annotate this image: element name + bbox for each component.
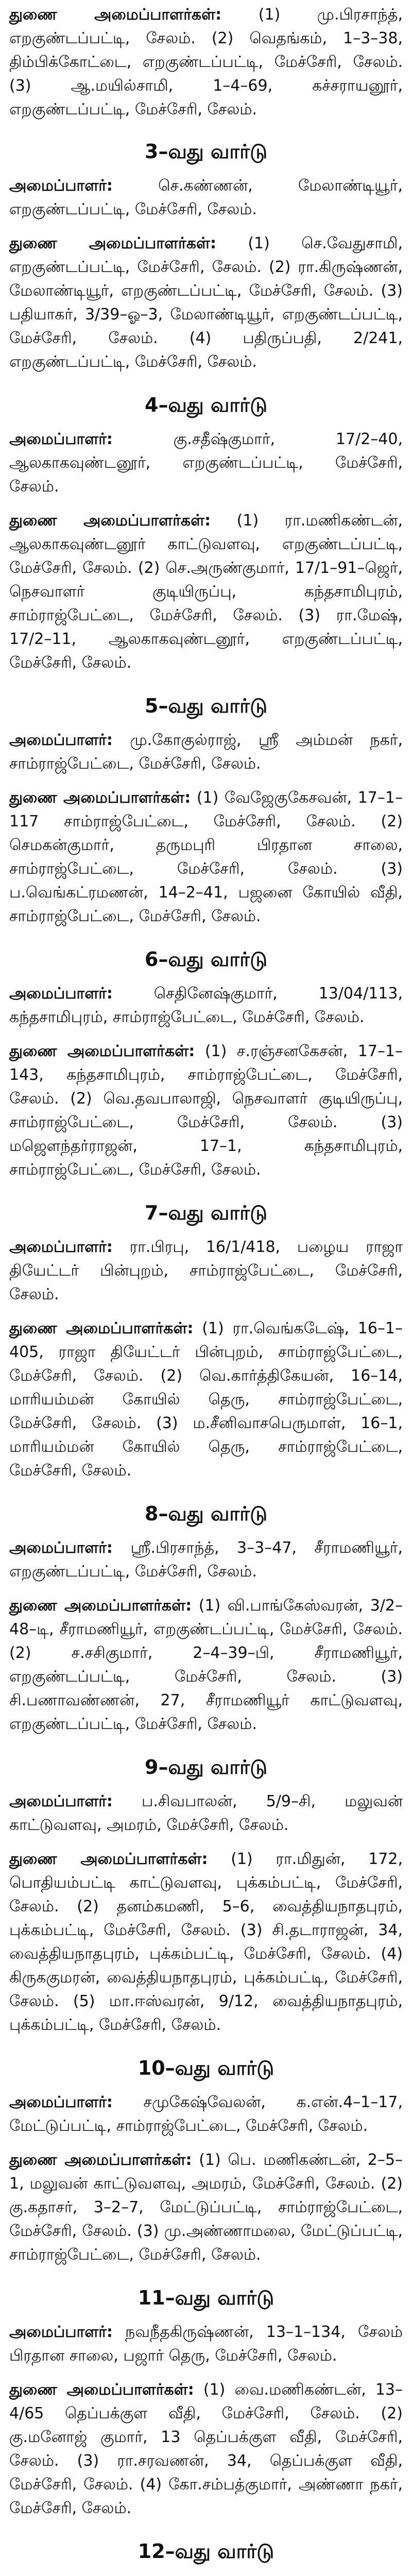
paragraph-label: அமைப்பாளர்: xyxy=(9,2093,113,2111)
ward-paragraph xyxy=(9,982,403,1029)
paragraph-text: ஸ்ரீ.பிரசாந்த், 3–3–47, சீராமணியூர், எறகுண்டப்பட்டி, மேச்சேரி, சேலம். xyxy=(9,1539,403,1581)
ward-section xyxy=(9,1748,403,2037)
paragraph-text: (1) ச.ரஞ்சனகேசன், 17–1–143, கந்தசாமிபுரம், சாம்ராஜ்பேட்டை, மேச்சேரி, சேலம். (2) வெ.தவபாலாஜி, நெசவாளர் குடியிருப்பு, சாம்ராஜ்பேட்டை, மேச்சேரி, சேலம். (3) மஜெளந்தர்ராஜன், 17–1, கந்தசாமிபுரம், சாம்ராஜ்பேட்டை, மேச்சேரி, சேலம். xyxy=(9,1042,403,1179)
paragraph-label: துணை அமைப்பாளர்கள்: xyxy=(9,1597,192,1615)
ward-paragraph xyxy=(9,509,403,675)
paragraph-text: (1) பெ. மணிகண்டன், 2–5–1, மலுவன் காட்டுவளவு, அமரம், மேச்சேரி, சேலம். (2) கு.கதாசர், 3–2–7, மேட்டுப்பட்டி, சாம்ராஜ்பேட்டை, மேச்சேரி, சேலம். (3) மு.அண்ணாமலை, மேட்டுப்பட்டி, சாம்ராஜ்பேட்டை, மேச்சேரி, சேலம். xyxy=(9,2151,403,2264)
paragraph-text: (1) ரா.வெங்கடேஷ், 16–1–405, ராஜா தியேட்டர் பின்புறம், சாம்ராஜ்பேட்டை, மேச்சேரி, சேலம். (2) வெ.கார்த்திகேயன், 16–14, மாரியம்மன் கோயில் தெரு, சாம்ராஜ்பேட்டை, மேச்சேரி, சேலம். (3) ம.சீனிவாசபெருமாள், 16–1, மாரியம்மன் கோயில் தெரு, சாம்ராஜ்பேட்டை, மேச்சேரி, சேலம். xyxy=(9,1319,403,1480)
ward-section xyxy=(9,385,403,675)
paragraph-label: அமைப்பாளர்: xyxy=(9,430,113,448)
paragraph-text: செதினேஷ்குமார், 13/04/113, கந்தசாமிபுரம், சாம்ராஜ்பேட்டை, மேச்சேரி, சேலம். xyxy=(9,985,403,1026)
ward-paragraph xyxy=(9,728,403,776)
ward-paragraph xyxy=(9,2320,403,2368)
paragraph-text: சமுகேஷ்வேலன், க.என்.4–1–17, மேட்டுப்பட்டி, சாம்ராஜ்பேட்டை, மேச்சேரி, சேலம். xyxy=(9,2093,403,2135)
paragraph-label: அமைப்பாளர்: xyxy=(9,177,113,195)
ward-title: 3–வது வார்டு xyxy=(145,140,267,163)
ward-paragraph xyxy=(9,428,403,499)
ward-title: 9–வது வார்டு xyxy=(145,1756,267,1778)
paragraph-text: (1) ரா.மணிகண்டன், ஆலகாகவுண்டனூர் காட்டுவளவு, எறகுண்டப்பட்டி, மேச்சேரி, சேலம். (2) செ.அருண்குமார், 17/1–91–ஜெர், நெசவாளர் குடியிருப்பு, கந்தசாமிபுரம், சாம்ராஜ்பேட்டை, மேச்சேரி, சேலம். (3) ரா.மேஷ், 17/2–11, ஆலகாகவுண்டனூர், எறகுண்டப்பட்டி, மேச்சேரி, சேலம். xyxy=(9,512,403,672)
ward-paragraph xyxy=(9,2091,403,2138)
paragraph-label: அமைப்பாளர்: xyxy=(9,1238,113,1256)
paragraph-label: அமைப்பாளர்: xyxy=(9,1792,113,1810)
ward-section xyxy=(9,940,403,1182)
ward-title: 6–வது வார்டு xyxy=(145,948,267,971)
paragraph-label: அமைப்பாளர்: xyxy=(9,731,113,749)
paragraph-label: துணை அமைப்பாளர்கள்: xyxy=(9,234,216,252)
paragraph-label: துணை அமைப்பாளர்கள்: xyxy=(9,2381,194,2399)
paragraph-text: கு.சதீஷ்குமார், 17/2–40, ஆலகாகவுண்டனூர், எறகுண்டப்பட்டி, மேச்சேரி, சேலம். xyxy=(9,430,403,496)
paragraph-label: அமைப்பாளர்: xyxy=(9,2323,113,2341)
paragraph-text: (1) வி.பாங்கேஸ்வரன், 3/2–48–டி, சீராமணியூர், எறகுண்டப்பட்டி, மேச்சேரி, சேலம். (2) ச.சசிகுமார், 2–4–39–பி, சீராமணியூர், எறகுண்டப்பட்டி, மேச்சேரி, சேலம். (3) சி.பணாவண்ணன், 27, சீராமணியூர் காட்டுவளவு, எறகுண்டப்பட்டி, மேச்சேரி, சேலம். xyxy=(9,1597,403,1733)
ward-list xyxy=(9,132,403,2576)
ward-title: 11–வது வார்டு xyxy=(138,2286,274,2309)
paragraph-label: துணை அமைப்பாளர்கள்: xyxy=(9,6,222,24)
paragraph-label: துணை அமைப்பாளர்கள்: xyxy=(9,512,211,530)
ward-section xyxy=(9,2278,403,2520)
ward-title: 4–வது வார்டு xyxy=(145,394,267,416)
article-column xyxy=(9,0,403,2576)
paragraph-label: துணை அமைப்பாளர்கள்: xyxy=(9,789,191,807)
ward-paragraph xyxy=(9,2378,403,2520)
ward-paragraph xyxy=(9,2148,403,2267)
paragraph-text: நவநீதகிருஷ்ணன், 13–1–134, சேலம் பிரதான சாலை, பஜார் தெரு, மேச்சேரி, சேலம். xyxy=(9,2323,403,2365)
paragraph-label: துணை அமைப்பாளர்கள்: xyxy=(9,2151,192,2169)
paragraph-label: அமைப்பாளர்: xyxy=(9,1539,113,1557)
ward-section xyxy=(9,132,403,374)
ward-section xyxy=(9,1494,403,1736)
ward-paragraph xyxy=(9,1040,403,1182)
ward-title: 10–வது வார்டு xyxy=(138,2057,274,2079)
ward-section xyxy=(9,2048,403,2267)
paragraph-text: (1) வை.மணிகண்டன், 13–4/65 தெப்பக்குள வீதி, மேச்சேரி, சேலம். (2) கு.மனோஜ் குமார், 13 தெப்பக்குள வீதி, மேச்சேரி, சேலம். (3) ரா.சரவணன், 34, தெப்பக்குள வீதி, மேச்சேரி, சேலம். (4) கோ.சம்பத்குமார், அண்ணா நகர், மேச்சேரி, சேலம். xyxy=(9,2381,403,2517)
ward-paragraph xyxy=(9,1536,403,1584)
ward-paragraph xyxy=(9,786,403,928)
ward-title: 7–வது வார்டு xyxy=(145,1201,267,1224)
paragraph-text: (1) மு.பிரசாந்த், எறகுண்டப்பட்டி, சேலம். (2) வெதங்கம், 1–3–38, திம்பிக்கோட்டை, எறகுண்டப்பட்டி, மேச்சேரி, சேலம். (3) ஆ.மயில்சாமி, 1–4–69, கச்சராயனூர், எறகுண்டப்பட்டி, மேச்சேரி, சேலம். xyxy=(9,6,403,118)
ward-paragraph xyxy=(9,1235,403,1307)
paragraph-text: மு.கோகுல்ராஜ், ஸ்ரீ அம்மன் நகர், சாம்ராஜ்பேட்டை, மேச்சேரி, சேலம். xyxy=(9,731,403,773)
ward-paragraph xyxy=(9,232,403,374)
ward-title: 8–வது வார்டு xyxy=(145,1502,267,1525)
ward-section xyxy=(9,1193,403,1483)
paragraph-text: ப.சிவபாலன், 5/9–சி, மலுவன் காட்டுவளவு, அமரம், மேச்சேரி, சேலம். xyxy=(9,1792,403,1834)
paragraph-text: (1) ரா.மிதுன், 172, பொதியம்பட்டி காட்டுவளவு, புக்கம்பட்டி, மேச்சேரி, சேலம். (2) தனம்கமணி, 5–6, வைத்தியநாதபுரம், புக்கம்பட்டி, மேச்சேரி, சேலம். (3) சி.தடாராஜன், 34, வைத்தியநாதபுரம், புக்கம்பட்டி, மேச்சேரி, சேலம். (4) கிருககுமரன், வைத்தியநாதபுரம், புக்கம்பட்டி, மேச்சேரி, சேலம். (5) மா.ஈஸ்வரன், 9/12, வைத்தியநாதபுரம், புக்கம்பட்டி, மேச்சேரி, சேலம். xyxy=(9,1850,403,2034)
paragraph-label: துணை அமைப்பாளர்கள்: xyxy=(9,1850,208,1868)
paragraph-label: துணை அமைப்பாளர்கள்: xyxy=(9,1319,194,1337)
ward-paragraph xyxy=(9,1848,403,2037)
paragraph-label: அமைப்பாளர்: xyxy=(9,985,113,1003)
ward-title: 12–வது வார்டு xyxy=(138,2540,274,2563)
ward-paragraph xyxy=(9,1594,403,1736)
ward-paragraph xyxy=(9,1317,403,1483)
paragraph-text: செ.கண்ணன், மேலாண்டியூர், எறகுண்டப்பட்டி, மேச்சேரி, சேலம். xyxy=(9,177,403,218)
paragraph-text: (1) வேஜேகுகேசவன், 17–1–117 சாம்ராஜ்பேட்டை, மேச்சேரி, சேலம். (2) செமகன்குமார், தருமபுரி பிரதான சாலை, சாம்ராஜ்பேட்டை, மேச்சேரி, சேலம். (3) ப.வெங்கட்ரமணன், 14–2–41, பஜனை கோயில் வீதி, சாம்ராஜ்பேட்டை, மேச்சேரி, சேலம். xyxy=(9,789,403,925)
paragraph-text: ரா.பிரபு, 16/1/418, பழைய ராஜா தியேட்டர் பின்புறம், சாம்ராஜ்பேட்டை, மேச்சேரி, சேலம். xyxy=(9,1238,403,1303)
ward-paragraph xyxy=(9,174,403,222)
ward-section xyxy=(9,2532,403,2576)
ward-section xyxy=(9,686,403,928)
paragraph-label: துணை அமைப்பாளர்கள்: xyxy=(9,1042,195,1060)
top-paragraph xyxy=(9,3,403,122)
ward-paragraph xyxy=(9,2574,403,2576)
paragraph-text: (1) செ.வேதுசாமி, எறகுண்டப்பட்டி, மேச்சேரி, சேலம். (2) ரா.கிருஷ்ணன், மேலாண்டியூர், எறகுண்டப்பட்டி, மேச்சேரி, சேலம். (3) பதியாகர், 3/39–ஓ–3, மேலாண்டியூர், எறகுண்டப்பட்டி, மேச்சேரி, சேலம். (4) பதிருப்பதி, 2/241, எறகுண்டப்பட்டி, மேச்சேரி, சேலம். xyxy=(9,234,403,371)
ward-paragraph xyxy=(9,1790,403,1837)
ward-title: 5–வது வார்டு xyxy=(145,694,267,717)
